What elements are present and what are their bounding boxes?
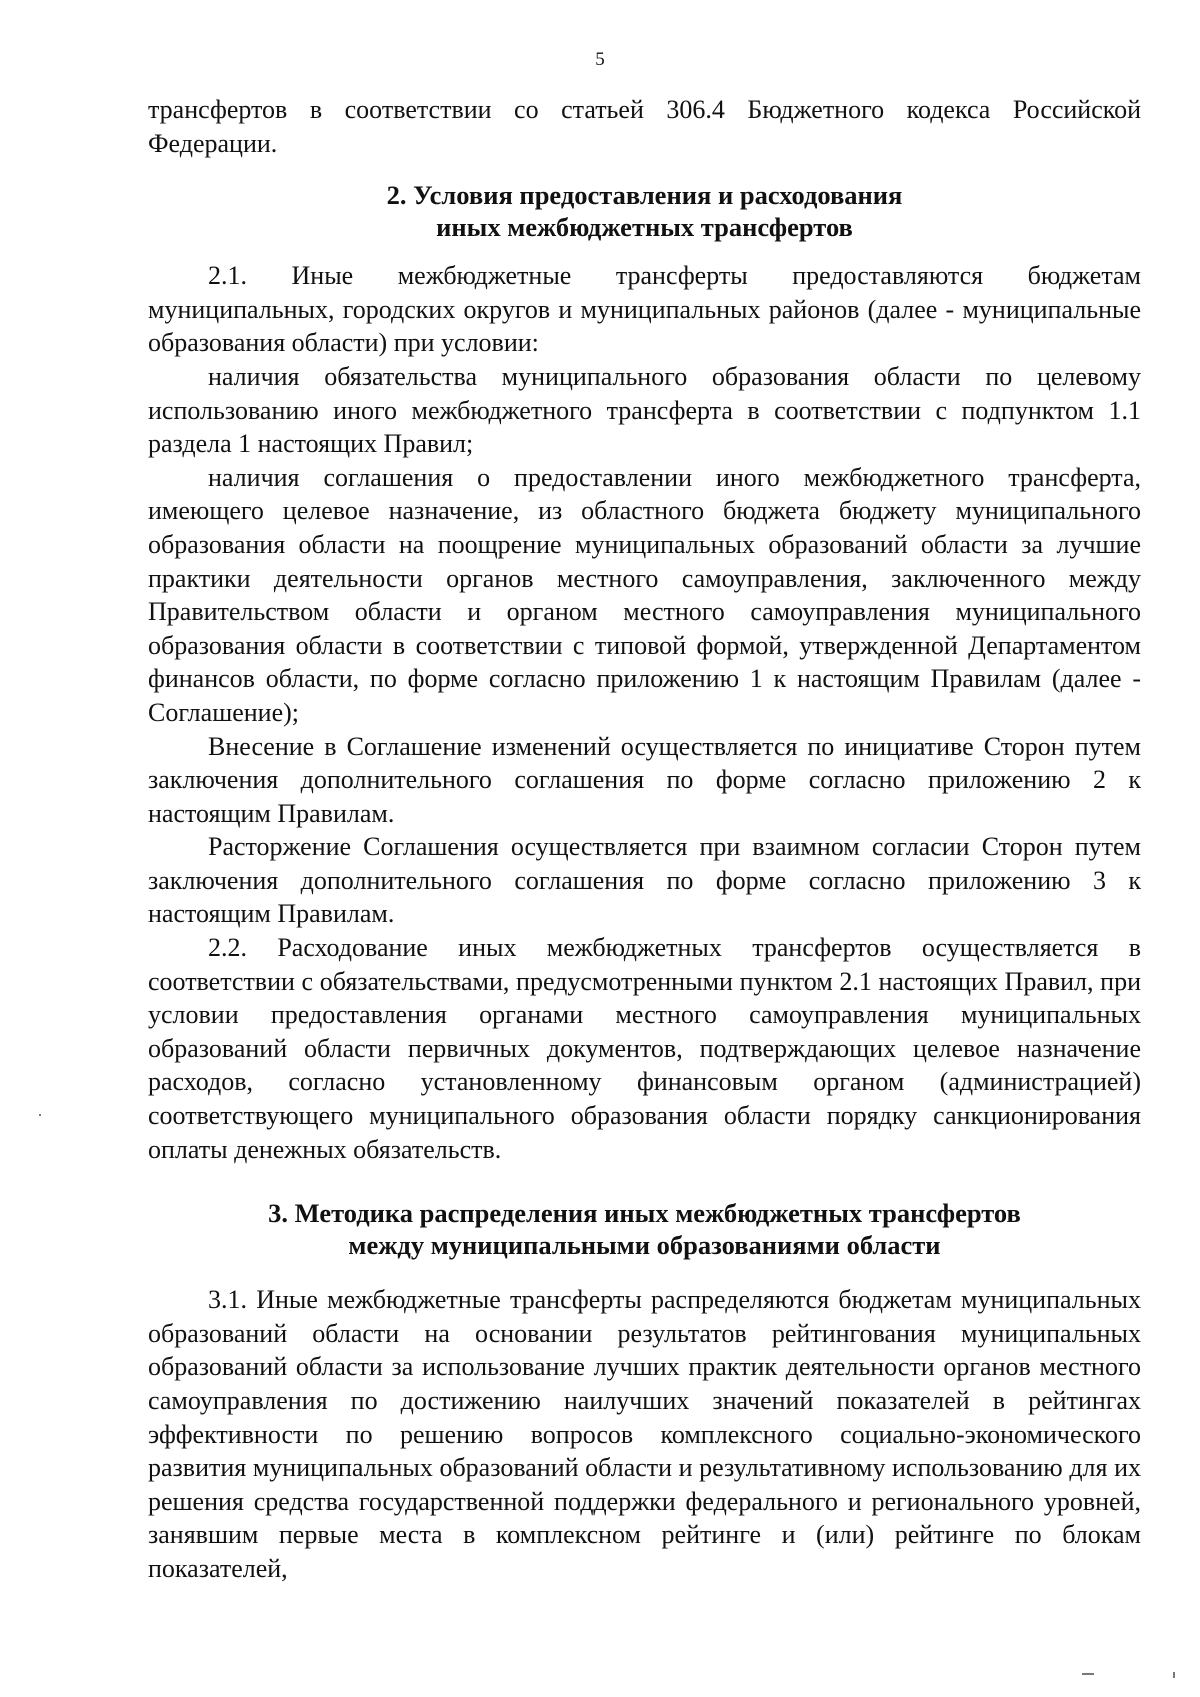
spacer bbox=[148, 243, 1141, 259]
paragraph-2-2: 2.2. Расходование иных межбюджетных трансфертов осуществляется в соответствии с обязательствами, предусмотренными пунктом 2.1 настоящих Правил, при условии предоставления органами местного самоуправления муниципальных образований области первичных документов, подтверждающих целевое назначение расходов, согласно установленному финансовым органом (администрацией) соответствующего муниципального образования области порядку санкционирования оплаты денежных обязательств. bbox=[148, 933, 1141, 1164]
section-3-heading-line-1: 3. Методика распределения иных межбюджетных трансфертов bbox=[268, 1198, 1021, 1229]
paragraph-2-1-termination: Расторжение Соглашения осуществляется при взаимном согласии Сторон путем заключения дополнительного соглашения по форме согласно приложению 3 к настоящим Правилам. bbox=[148, 832, 1141, 929]
page-number: 5 bbox=[595, 49, 605, 70]
spacer bbox=[148, 1261, 1141, 1283]
intro-paragraph: трансфертов в соответствии со статьей 306.4 Бюджетного кодекса Российской Федерации. bbox=[148, 95, 1141, 158]
section-2-heading-line-2: иных межбюджетных трансфертов bbox=[436, 212, 853, 243]
scan-artifact bbox=[1082, 1673, 1094, 1675]
section-2-heading-line-1: 2. Условия предоставления и расходования bbox=[386, 180, 903, 211]
section-2-heading bbox=[148, 179, 1141, 243]
spacer bbox=[148, 160, 1141, 179]
paragraph-2-1-agreement: наличия соглашения о предоставлении иного межбюджетного трансферта, имеющего целевое назначение, из областного бюджета бюджету муниципального образования области на поощрение муниципальных образований области за лучшие практики деятельности органов местного самоуправления, заключенного между Правительством области и органом местного самоуправления муниципального образования области в соответствии с типовой формой, утвержденной Департаментом финансов области, по форме согласно приложению 1 к настоящим Правилам (далее - Соглашение); bbox=[148, 462, 1141, 727]
scan-artifact bbox=[1173, 1672, 1175, 1678]
scan-artifact bbox=[39, 1114, 41, 1116]
paragraph-2-1-obligation: наличия обязательства муниципального образования области по целевому использованию иного межбюджетного трансферта в соответствии с подпунктом 1.1 раздела 1 настоящих Правил; bbox=[148, 361, 1141, 459]
paragraph-2-1: 2.1. Иные межбюджетные трансферты предоставляются бюджетам муниципальных, городских округов и муниципальных районов (далее - муниципальные образования области) при условии: bbox=[148, 261, 1141, 358]
document-body bbox=[148, 93, 1141, 1586]
paragraph-3-1: 3.1. Иные межбюджетные трансферты распределяются бюджетам муниципальных образований области на основании результатов рейтингования муниципальных образований области за использование лучших практик деятельности органов местного самоуправления по достижению наилучших значений показателей в рейтингах эффективности по решению вопросов комплексного социально-экономического развития муниципальных образований области и результативному использованию для их решения средства государственной поддержки федерального и регионального уровней, занявшим первые места в комплексном рейтинге и (или) рейтинге по блокам показателей, bbox=[148, 1285, 1141, 1583]
spacer bbox=[148, 1166, 1141, 1197]
paragraph-2-1-amendments: Внесение в Соглашение изменений осуществляется по инициативе Сторон путем заключения дополнительного соглашения по форме согласно приложению 2 к настоящим Правилам. bbox=[148, 731, 1141, 828]
section-3-heading-line-2: между муниципальными образованиями области bbox=[348, 1230, 941, 1261]
section-3-heading bbox=[148, 1197, 1141, 1261]
